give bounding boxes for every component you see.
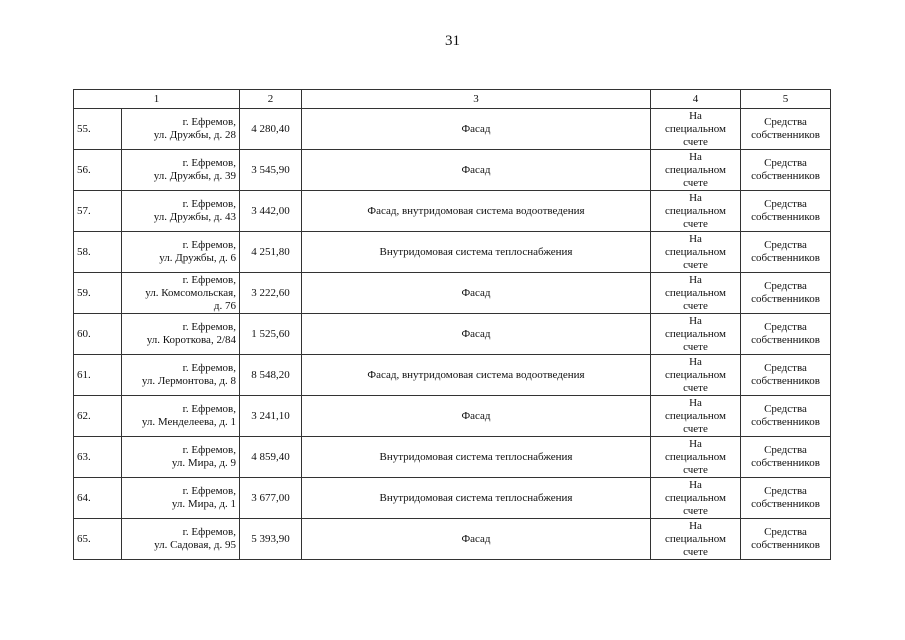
address-city: г. Ефремов, [182, 526, 236, 538]
funding-line-1: Средства [764, 362, 807, 374]
account-line-2: специальном [664, 163, 727, 176]
row-number: 55. [77, 122, 91, 135]
funding-source-cell [741, 232, 831, 273]
account-cell [651, 519, 741, 560]
row-number-cell [74, 314, 122, 355]
funding-line-1: Средства [764, 239, 807, 251]
address-cell [122, 355, 240, 396]
account-cell [651, 478, 741, 519]
account-cell [651, 437, 741, 478]
works-table [73, 89, 831, 560]
funding-line-1: Средства [764, 116, 807, 128]
address-city: г. Ефремов, [182, 116, 236, 128]
row-number-cell [74, 437, 122, 478]
address-cell [122, 273, 240, 314]
works-cell [302, 478, 651, 519]
address-cell [122, 232, 240, 273]
account-cell [651, 150, 741, 191]
table-row [74, 314, 831, 355]
funding-line-2: собственников [751, 293, 820, 305]
funding-line-1: Средства [764, 198, 807, 210]
account-cell [651, 109, 741, 150]
funding-line-2: собственников [751, 375, 820, 387]
funding-source-cell [741, 437, 831, 478]
account-line-2: специальном [664, 286, 727, 299]
address-street: ул. Дружбы, д. 28 [153, 129, 236, 141]
address-street: ул. Короткова, 2/84 [146, 334, 236, 346]
account-cell [651, 355, 741, 396]
works-cell [302, 273, 651, 314]
cost-cell [240, 437, 302, 478]
cost-cell [240, 191, 302, 232]
cost-value: 4 251,80 [251, 245, 290, 258]
account-line-1: На [689, 314, 702, 327]
cost-cell [240, 150, 302, 191]
row-number-cell [74, 191, 122, 232]
funding-source-cell [741, 273, 831, 314]
works-description: Фасад, внутридомовая система водоотведения [367, 368, 585, 381]
funding-line-2: собственников [751, 498, 820, 510]
account-line-1: На [689, 150, 702, 163]
cost-cell [240, 396, 302, 437]
address-street: ул. Дружбы, д. 6 [159, 252, 236, 264]
works-cell [302, 191, 651, 232]
account-line-3: счете [683, 176, 708, 189]
cost-value: 3 241,10 [251, 409, 290, 422]
funding-source-cell [741, 150, 831, 191]
account-cell [651, 191, 741, 232]
works-description: Фасад [461, 532, 491, 545]
address-street: ул. Комсомольская, [145, 286, 236, 299]
table-row [74, 150, 831, 191]
cost-value: 4 859,40 [251, 450, 290, 463]
row-number: 57. [77, 204, 91, 217]
cost-value: 4 280,40 [251, 122, 290, 135]
funding-line-1: Средства [764, 444, 807, 456]
funding-source-cell [741, 355, 831, 396]
account-line-3: счете [683, 381, 708, 394]
cost-value: 3 545,90 [251, 163, 290, 176]
funding-source-cell [741, 478, 831, 519]
funding-line-2: собственников [751, 539, 820, 551]
table-row [74, 273, 831, 314]
row-number: 61. [77, 368, 91, 381]
cost-cell [240, 232, 302, 273]
cost-value: 3 442,00 [251, 204, 290, 217]
account-cell [651, 273, 741, 314]
column-header-4: 4 [651, 90, 741, 109]
account-line-1: На [689, 273, 702, 286]
account-line-3: счете [683, 258, 708, 271]
funding-line-1: Средства [764, 485, 807, 497]
account-line-2: специальном [664, 204, 727, 217]
account-cell [651, 232, 741, 273]
account-line-3: счете [683, 545, 708, 558]
account-line-1: На [689, 109, 702, 122]
address-street: ул. Лермонтова, д. 8 [141, 375, 236, 387]
cost-cell [240, 109, 302, 150]
address-cell [122, 191, 240, 232]
table-row [74, 191, 831, 232]
funding-source-cell [741, 191, 831, 232]
funding-source-cell [741, 314, 831, 355]
works-description: Внутридомовая система теплоснабжения [379, 245, 573, 258]
account-line-2: специальном [664, 450, 727, 463]
address-cell [122, 150, 240, 191]
address-city: г. Ефремов, [182, 239, 236, 251]
funding-line-2: собственников [751, 170, 820, 182]
column-header-1: 1 [74, 90, 240, 109]
account-line-3: счете [683, 217, 708, 230]
works-cell [302, 437, 651, 478]
funding-line-1: Средства [764, 157, 807, 169]
works-cell [302, 150, 651, 191]
row-number: 63. [77, 450, 91, 463]
account-line-3: счете [683, 135, 708, 148]
works-description: Фасад [461, 327, 491, 340]
row-number: 56. [77, 163, 91, 176]
account-line-2: специальном [664, 245, 727, 258]
address-street: ул. Садовая, д. 95 [154, 539, 236, 551]
page-number: 31 [445, 33, 460, 49]
account-line-3: счете [683, 340, 708, 353]
account-cell [651, 314, 741, 355]
cost-value: 5 393,90 [251, 532, 290, 545]
works-description: Фасад [461, 409, 491, 422]
row-number-cell [74, 519, 122, 560]
funding-line-1: Средства [764, 526, 807, 538]
table-row [74, 396, 831, 437]
row-number: 62. [77, 409, 91, 422]
account-line-2: специальном [664, 409, 727, 422]
address-city: г. Ефремов, [182, 485, 236, 497]
column-header-3: 3 [302, 90, 651, 109]
funding-line-2: собственников [751, 334, 820, 346]
cost-value: 8 548,20 [251, 368, 290, 381]
account-line-1: На [689, 519, 702, 532]
funding-line-2: собственников [751, 129, 820, 141]
row-number-cell [74, 150, 122, 191]
address-cell [122, 314, 240, 355]
works-description: Фасад [461, 122, 491, 135]
cost-cell [240, 519, 302, 560]
column-header-5: 5 [741, 90, 831, 109]
account-line-1: На [689, 191, 702, 204]
table-row [74, 355, 831, 396]
row-number-cell [74, 355, 122, 396]
address-city: г. Ефремов, [182, 273, 236, 286]
works-cell [302, 519, 651, 560]
account-cell [651, 396, 741, 437]
account-line-1: На [689, 478, 702, 491]
account-line-2: специальном [664, 327, 727, 340]
account-line-1: На [689, 355, 702, 368]
row-number-cell [74, 109, 122, 150]
address-street: ул. Дружбы, д. 43 [153, 211, 236, 223]
works-description: Внутридомовая система теплоснабжения [379, 450, 573, 463]
address-street: ул. Менделеева, д. 1 [141, 416, 236, 428]
row-number-cell [74, 232, 122, 273]
funding-source-cell [741, 109, 831, 150]
funding-line-1: Средства [764, 280, 807, 292]
account-line-1: На [689, 232, 702, 245]
address-cell [122, 519, 240, 560]
row-number: 60. [77, 327, 91, 340]
cost-cell [240, 314, 302, 355]
address-city: г. Ефремов, [182, 198, 236, 210]
cost-cell [240, 355, 302, 396]
funding-line-2: собственников [751, 416, 820, 428]
account-line-2: специальном [664, 532, 727, 545]
row-number: 58. [77, 245, 91, 258]
funding-line-1: Средства [764, 321, 807, 333]
cost-cell [240, 478, 302, 519]
address-street: ул. Мира, д. 1 [171, 498, 236, 510]
address-street-continued: д. 76 [213, 299, 236, 312]
funding-line-2: собственников [751, 211, 820, 223]
table-row [74, 232, 831, 273]
account-line-3: счете [683, 463, 708, 476]
row-number-cell [74, 396, 122, 437]
account-line-2: специальном [664, 368, 727, 381]
works-cell [302, 314, 651, 355]
address-city: г. Ефремов, [182, 362, 236, 374]
funding-line-2: собственников [751, 457, 820, 469]
table-row [74, 437, 831, 478]
works-cell [302, 355, 651, 396]
works-description: Фасад [461, 163, 491, 176]
works-cell [302, 396, 651, 437]
cost-value: 1 525,60 [251, 327, 290, 340]
funding-source-cell [741, 519, 831, 560]
works-description: Фасад [461, 286, 491, 299]
header-row [74, 90, 831, 109]
table-row [74, 519, 831, 560]
account-line-3: счете [683, 299, 708, 312]
works-cell [302, 232, 651, 273]
address-city: г. Ефремов, [182, 444, 236, 456]
row-number-cell [74, 273, 122, 314]
address-city: г. Ефремов, [182, 157, 236, 169]
address-street: ул. Дружбы, д. 39 [153, 170, 236, 182]
account-line-2: специальном [664, 491, 727, 504]
funding-line-2: собственников [751, 252, 820, 264]
account-line-1: На [689, 396, 702, 409]
works-description: Фасад, внутридомовая система водоотведения [367, 204, 585, 217]
address-cell [122, 437, 240, 478]
account-line-2: специальном [664, 122, 727, 135]
works-cell [302, 109, 651, 150]
address-city: г. Ефремов, [182, 403, 236, 415]
table-row [74, 109, 831, 150]
address-street: ул. Мира, д. 9 [171, 457, 236, 469]
column-header-2: 2 [240, 90, 302, 109]
row-number: 59. [77, 286, 91, 299]
account-line-3: счете [683, 422, 708, 435]
funding-line-1: Средства [764, 403, 807, 415]
works-description: Внутридомовая система теплоснабжения [379, 491, 573, 504]
cost-cell [240, 273, 302, 314]
row-number-cell [74, 478, 122, 519]
funding-source-cell [741, 396, 831, 437]
address-cell [122, 109, 240, 150]
account-line-3: счете [683, 504, 708, 517]
address-cell [122, 396, 240, 437]
cost-value: 3 677,00 [251, 491, 290, 504]
cost-value: 3 222,60 [251, 286, 290, 299]
account-line-1: На [689, 437, 702, 450]
address-city: г. Ефремов, [182, 321, 236, 333]
address-cell [122, 478, 240, 519]
table-row [74, 478, 831, 519]
row-number: 65. [77, 532, 91, 545]
row-number: 64. [77, 491, 91, 504]
